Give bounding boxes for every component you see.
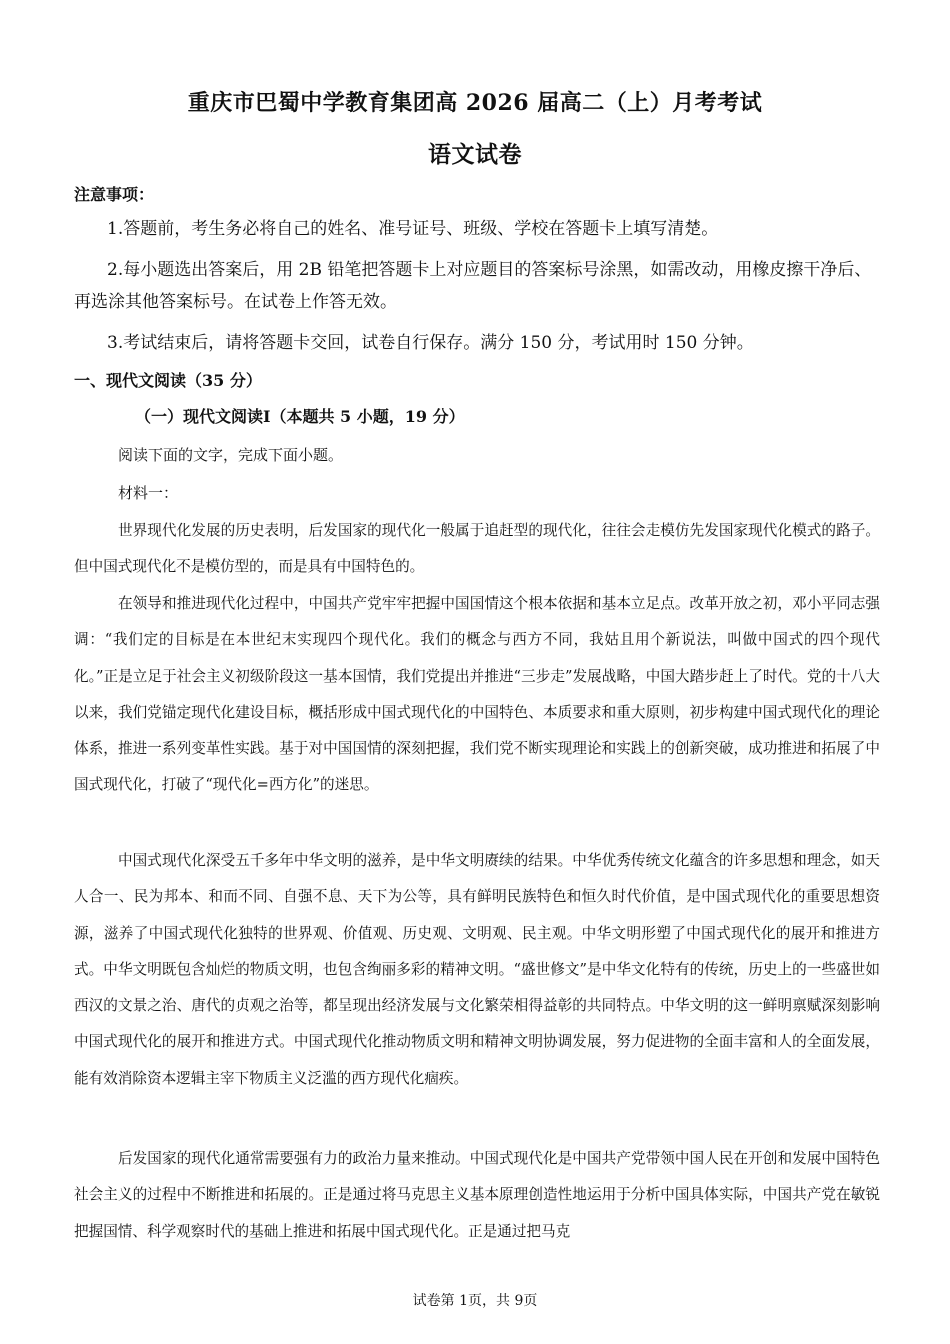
exam-subtitle: 语文试卷	[428, 141, 522, 168]
reading-instruction: 阅读下面的文字，完成下面小题。	[118, 446, 344, 464]
notice-item-3: 3.考试结束后，请将答题卡交回，试卷自行保存。满分 150 分，考试用时 150 分钟。	[107, 333, 754, 353]
notice-item-1: 1.答题前，考生务必将自己的姓名、准号证号、班级、学校在答题卡上填写清楚。	[107, 219, 719, 239]
exam-title: 重庆市巴蜀中学教育集团高 2026 届高二（上）月考考试	[187, 90, 763, 116]
material-label: 材料一：	[118, 484, 179, 502]
subsection-heading: （一）现代文阅读I（本题共 5 小题，19 分）	[135, 407, 465, 426]
material-paragraph-1: 世界现代化发展的历史表明，后发国家的现代化一般属于追赶型的现代化，往往会走模仿先发国家现代化模式的路子。但中国式现代化不是模仿型的，而是具有中国特色的。	[74, 522, 880, 576]
notice-heading: 注意事项：	[74, 185, 155, 204]
material-paragraph-4: 后发国家的现代化通常需要强有力的政治力量来推动。中国式现代化是中国共产党带领中国人民在开创和发展中国特色社会主义的过程中不断推进和拓展的。正是通过将马克思主义基本原理创造性地运用于分析中国具体实际，中国共产党在敏锐把握国情、科学观察时代的基础上推进和拓展中国式现代化。正是通过把马克	[74, 1150, 880, 1240]
material-paragraph-3: 中国式现代化深受五千多年中华文明的滋养，是中华文明赓续的结果。中华优秀传统文化蕴含的许多思想和理念，如天人合一、民为邦本、和而不同、自强不息、天下为公等，具有鲜明民族特色和恒久时代价值，是中国式现代化的重要思想资源，滋养了中国式现代化独特的世界观、价值观、历史观、文明观、民主观。中华文明形塑了中国式现代化的展开和推进方式。中华文明既包含灿烂的物质文明，也包含绚丽多彩的精神文明。“盛世修文”是中华文化特有的传统，历史上的一些盛世如西汉的文景之治、唐代的贞观之治等，都呈现出经济发展与文化繁荣相得益彰的共同特点。中华文明的这一鲜明禀赋深刻影响中国式现代化的展开和推进方式。中国式现代化推动物质文明和精神文明协调发展，努力促进物的全面丰富和人的全面发展，能有效消除资本逻辑主宰下物质主义泛滥的西方现代化痼疾。	[74, 852, 880, 1087]
notice-item-2: 2.每小题选出答案后，用 2B 铅笔把答题卡上对应题目的答案标号涂黑，如需改动，用橡皮擦干净后、再选涂其他答案标号。在试卷上作答无效。	[74, 260, 872, 312]
page-number: 试卷第 1页，共 9页	[412, 1293, 538, 1309]
material-paragraph-2: 在领导和推进现代化过程中，中国共产党牢牢把握中国国情这个根本依据和基本立足点。改革开放之初，邓小平同志强调：“我们定的目标是在本世纪末实现四个现代化。我们的概念与西方不同，我姑且用个新说法，叫做中国式的四个现代化。”正是立足于社会主义初级阶段这一基本国情，我们党提出并推进“三步走”发展战略，中国大踏步赶上了时代。党的十八大以来，我们党锚定现代化建设目标，概括形成中国式现代化的中国特色、本质要求和重大原则，初步构建中国式现代化的理论体系，推进一系列变革性实践。基于对中国国情的深刻把握，我们党不断实现理论和实践上的创新突破，成功推进和拓展了中国式现代化，打破了“现代化=西方化”的迷思。	[74, 595, 880, 794]
section-heading: 一、现代文阅读（35 分）	[74, 371, 262, 390]
